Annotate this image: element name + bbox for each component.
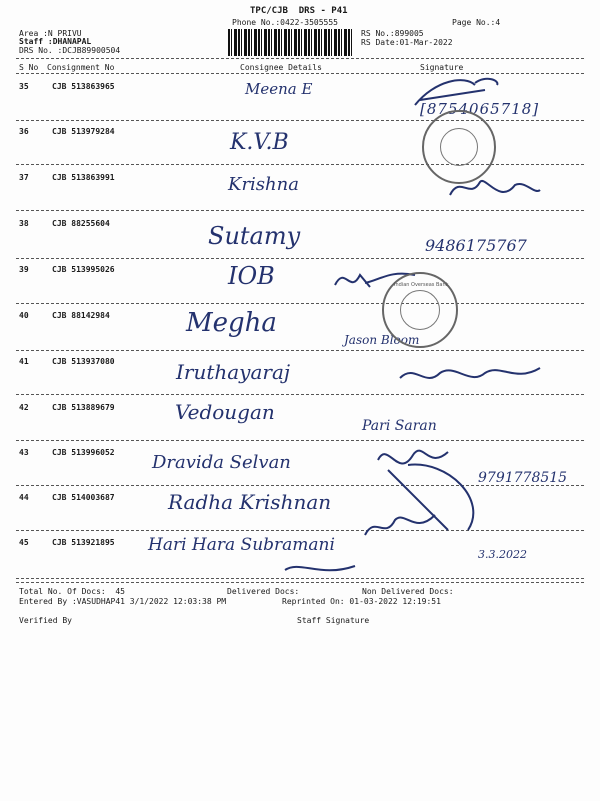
bank-seal <box>382 272 458 348</box>
signature-handwriting: Pari Saran <box>362 418 437 434</box>
row-sno: 36 <box>19 127 29 136</box>
row-sno: 37 <box>19 173 29 182</box>
rs-date: RS Date:01-Mar-2022 <box>361 38 453 47</box>
barcode <box>228 29 352 56</box>
row-divider <box>16 210 584 211</box>
row-consignment: CJB 513863965 <box>52 82 115 91</box>
consignee-handwriting: Dravida Selvan <box>152 452 291 473</box>
row-sno: 45 <box>19 538 29 547</box>
footer-divider <box>16 582 584 583</box>
verified-by: Verified By <box>19 616 72 625</box>
consignee-handwriting: Sutamy <box>208 222 301 250</box>
consignee-handwriting: Megha <box>186 308 277 338</box>
signature-handwriting: 9486175767 <box>425 236 527 255</box>
row-divider <box>16 303 584 304</box>
non-delivered-docs: Non Delivered Docs: <box>362 587 454 596</box>
row-sno: 39 <box>19 265 29 274</box>
row-sno: 35 <box>19 82 29 91</box>
row-consignment: CJB 513996052 <box>52 448 115 457</box>
row-consignment: CJB 514003687 <box>52 493 115 502</box>
row-divider <box>16 120 584 121</box>
consignee-handwriting: Meena E <box>245 80 313 98</box>
staff-label: Staff :DHANAPAL <box>19 37 92 46</box>
col-sno: S No <box>19 63 39 72</box>
rs-number: RS No.:899005 <box>361 29 424 38</box>
signature-scribble <box>360 505 440 545</box>
seal-text: Indian Overseas Bank <box>394 282 449 288</box>
consignee-handwriting: Krishna <box>228 174 299 195</box>
bank-seal <box>422 110 496 184</box>
header-divider <box>16 58 584 59</box>
row-sno: 41 <box>19 357 29 366</box>
signature-scribble <box>405 75 515 115</box>
signature-handwriting: [8754065718] <box>420 100 540 118</box>
col-signature: Signature <box>420 63 464 72</box>
col-consignee: Consignee Details <box>240 63 322 72</box>
phone-number: Phone No.:0422-3505555 <box>232 18 338 27</box>
area-label: Area :N PRIVU <box>19 29 82 38</box>
row-consignment: CJB 513979284 <box>52 127 115 136</box>
row-sno: 38 <box>19 219 29 228</box>
page-number: Page No.:4 <box>452 18 501 27</box>
row-divider <box>16 164 584 165</box>
drs-number: DRS No. :DCJB89900504 <box>19 46 121 55</box>
row-consignment: CJB 513863991 <box>52 173 115 182</box>
row-divider <box>16 258 584 259</box>
signature-handwriting: Jason Bloom <box>344 333 420 347</box>
total-docs: Total No. Of Docs: 45 <box>19 587 125 596</box>
row-consignment: CJB 513937080 <box>52 357 115 366</box>
document-title: TPC/CJB DRS - P41 <box>250 6 348 16</box>
delivered-docs: Delivered Docs: <box>227 587 300 596</box>
col-consignment: Consignment No <box>47 63 115 72</box>
row-consignment: CJB 513921895 <box>52 538 115 547</box>
row-consignment: CJB 88255604 <box>52 219 110 228</box>
consignee-handwriting: Iruthayaraj <box>176 360 291 384</box>
signature-scribble <box>280 560 360 580</box>
row-divider <box>16 394 584 395</box>
consignee-handwriting: Radha Krishnan <box>168 490 332 514</box>
row-sno: 42 <box>19 403 29 412</box>
signature-scribble <box>395 358 545 393</box>
row-consignment: CJB 88142984 <box>52 311 110 320</box>
column-divider <box>16 73 584 74</box>
row-divider <box>16 350 584 351</box>
signature-handwriting: 9791778515 <box>478 470 568 486</box>
consignee-handwriting: Vedougan <box>175 400 275 424</box>
row-sno: 43 <box>19 448 29 457</box>
row-consignment: CJB 513995026 <box>52 265 115 274</box>
staff-signature: Staff Signature <box>297 616 370 625</box>
consignee-handwriting: IOB <box>228 262 275 290</box>
consignee-handwriting: K.V.B <box>230 130 289 155</box>
row-sno: 40 <box>19 311 29 320</box>
signature-handwriting: 3.3.2022 <box>478 548 527 561</box>
row-consignment: CJB 513889679 <box>52 403 115 412</box>
row-sno: 44 <box>19 493 29 502</box>
reprinted-on: Reprinted On: 01-03-2022 12:19:51 <box>282 597 441 606</box>
entered-by: Entered By :VASUDHAP41 3/1/2022 12:03:38 PM <box>19 597 227 606</box>
consignee-handwriting: Hari Hara Subramani <box>148 535 335 555</box>
